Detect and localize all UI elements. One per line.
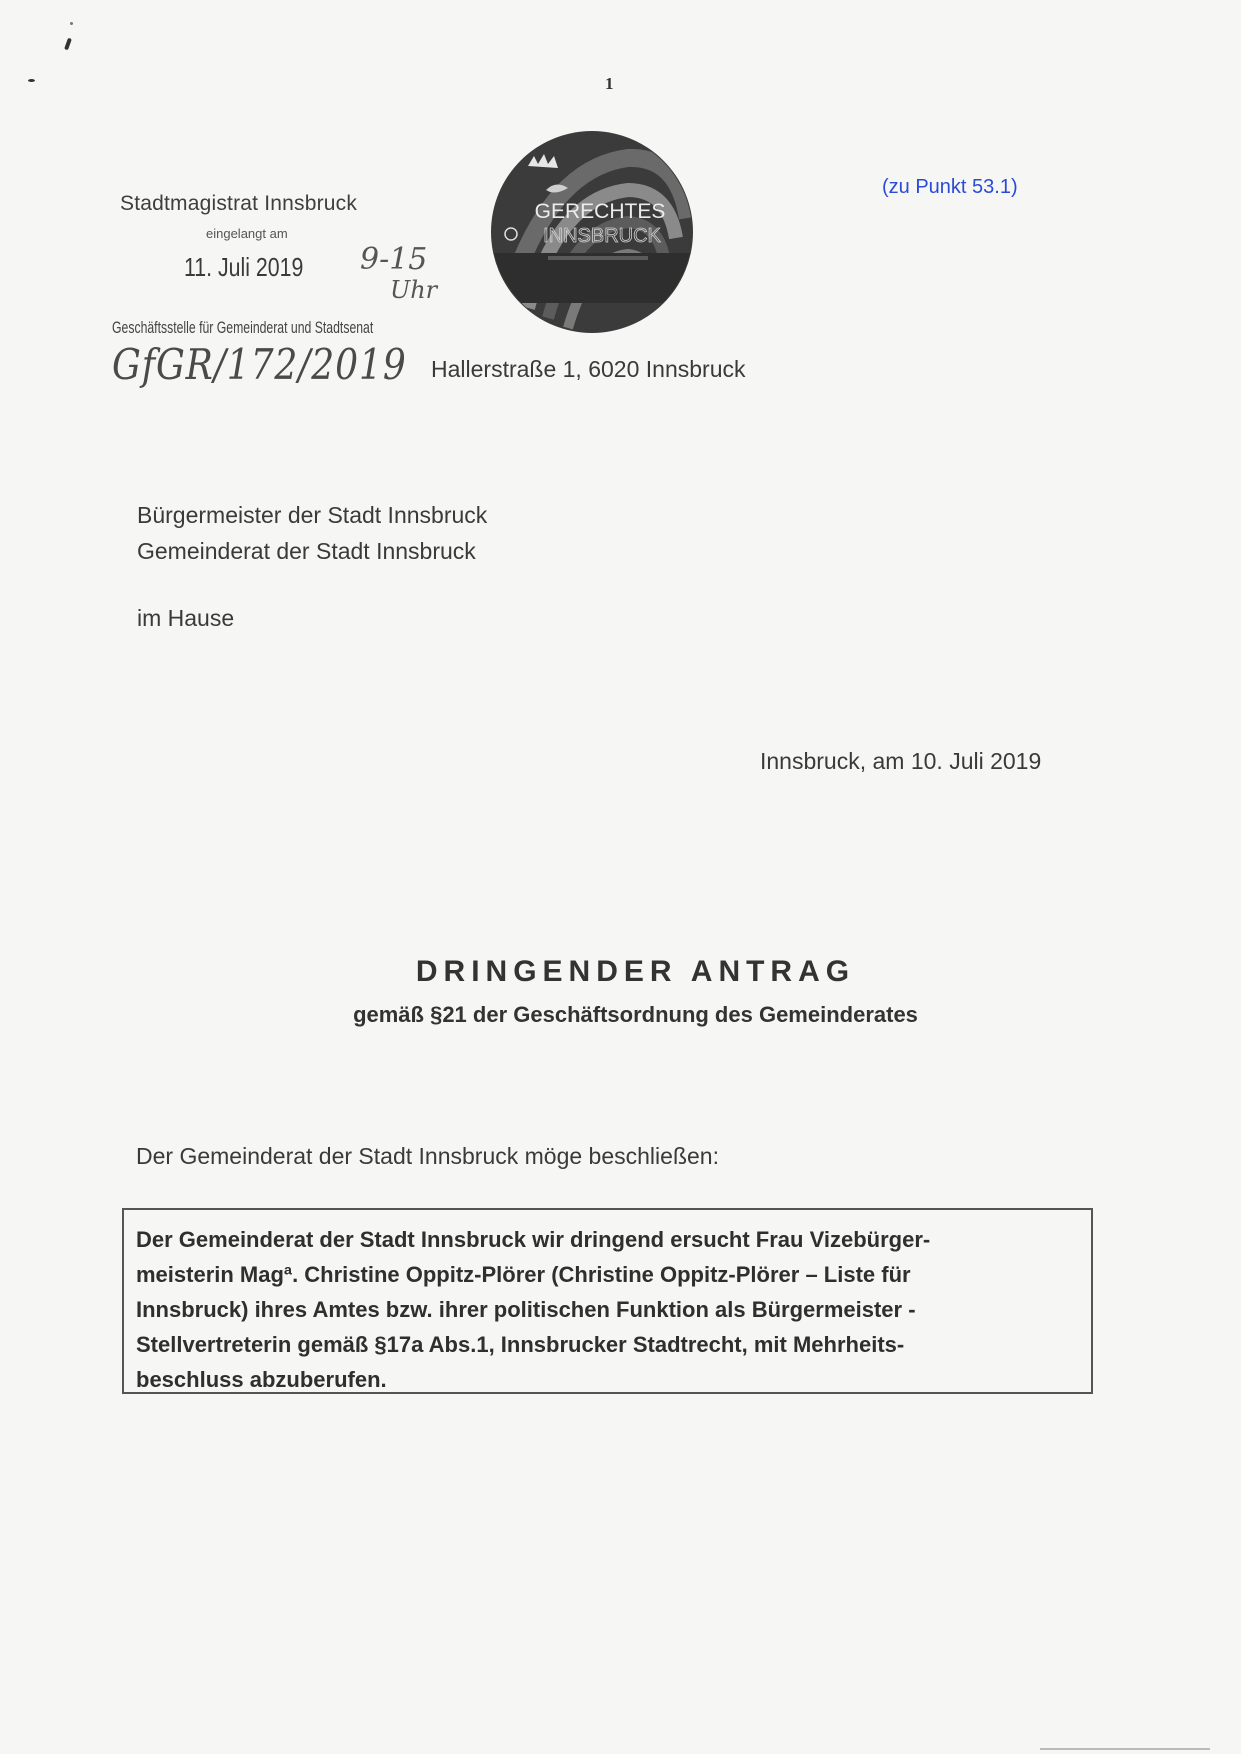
stamp-received-label: eingelangt am xyxy=(206,226,288,241)
gerechtes-innsbruck-logo xyxy=(488,128,696,336)
stamp-handwritten-time-unit: Uhr xyxy=(390,276,438,304)
motion-line: Der Gemeinderat der Stadt Innsbruck wir dringend ersucht Frau Vizebürger- xyxy=(136,1227,931,1252)
scan-speck xyxy=(28,79,35,82)
recipient-block xyxy=(137,497,487,569)
scan-edge-mark xyxy=(1040,1748,1210,1750)
motion-line: beschluss abzuberufen. xyxy=(136,1367,387,1392)
motion-line: Innsbruck) ihres Amtes bzw. ihrer politischen Funktion als Bürgermeister - xyxy=(136,1297,916,1322)
stamp-handwritten-reference: GfGR/172/2019 xyxy=(112,340,407,389)
recipient-line: Bürgermeister der Stadt Innsbruck xyxy=(137,502,488,528)
page-number: 1 xyxy=(605,74,614,93)
motion-text-box xyxy=(122,1208,1093,1394)
motion-line: meisterin Magª. Christine Oppitz-Plörer (Christine Oppitz-Plörer – Liste für xyxy=(136,1262,911,1287)
motion-line: Stellvertreterin gemäß §17a Abs.1, Innsbrucker Stadtrecht, mit Mehrheits- xyxy=(136,1332,905,1357)
logo-text-line2: INNSBRUCK xyxy=(543,225,661,247)
stamp-office: Geschäftsstelle für Gemeinderat und Stadtsenat xyxy=(112,318,374,337)
motion-intro: Der Gemeinderat der Stadt Innsbruck möge beschließen: xyxy=(136,1143,719,1169)
place-and-date: Innsbruck, am 10. Juli 2019 xyxy=(760,748,1042,774)
scan-speck xyxy=(70,22,73,25)
stamp-date: 11. Juli 2019 xyxy=(184,252,304,282)
stamp-handwritten-time: 9-15 xyxy=(360,242,428,277)
document-subtitle: gemäß §21 der Geschäftsordnung des Gemeinderates xyxy=(353,1002,918,1027)
sender-address: Hallerstraße 1, 6020 Innsbruck xyxy=(431,356,746,382)
logo-text-line1: GERECHTES xyxy=(534,200,666,223)
stamp-organization: Stadtmagistrat Innsbruck xyxy=(120,192,358,215)
recipient-line: Gemeinderat der Stadt Innsbruck xyxy=(137,538,476,564)
receipt-stamp xyxy=(112,190,472,410)
scan-speck xyxy=(64,38,72,51)
recipient-in-house: im Hause xyxy=(137,605,235,631)
document-title: DRINGENDER ANTRAG xyxy=(415,955,856,988)
reference-note: (zu Punkt 53.1) xyxy=(882,176,1018,198)
